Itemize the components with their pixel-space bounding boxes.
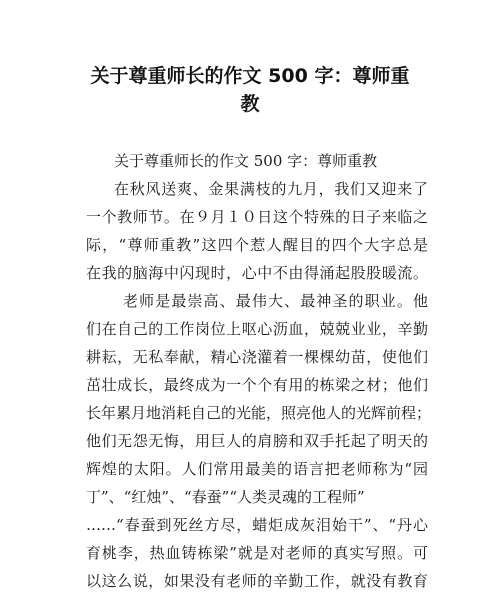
- paragraph-line: 们在自己的工作岗位上呕心沥血，兢兢业业，辛勤: [86, 320, 428, 338]
- paragraph-line: 在我的脑海中闪现时，心中不由得涌起股股暖流。: [86, 264, 428, 282]
- subtitle-line: 关于尊重师长的作文 500 字：尊师重教: [114, 152, 378, 170]
- paragraph-line: 耕耘，无私奉献，精心浇灌着一棵棵幼苗，使他们: [86, 348, 428, 366]
- paragraph-line: 际，“尊师重教”这四个惹人醒目的四个大字总是: [86, 236, 428, 254]
- document-title: [60, 62, 440, 118]
- paragraph-line: 辉煌的太阳。人们常用最美的语言把老师称为“园: [86, 460, 428, 478]
- paragraph-line: 他们无怨无悔，用巨人的肩膀和双手托起了明天的: [86, 432, 428, 450]
- document-body: [86, 147, 432, 595]
- paragraph-line: 茁壮成长，最终成为一个个有用的栋梁之材；他们: [86, 376, 428, 394]
- paragraph-line: 以这么说，如果没有老师的辛勤工作，就没有教育: [86, 572, 428, 590]
- title-line: 关于尊重师长的作文 500 字：尊师重: [90, 65, 410, 87]
- paragraph-line: 老师是最崇高、最伟大、最神圣的职业。他: [123, 292, 428, 310]
- paragraph-line: 在秋风送爽、金果满枝的九月，我们又迎来了: [114, 180, 428, 198]
- paragraph-line: 育桃李，热血铸栋梁”就是对老师的真实写照。可: [86, 544, 428, 562]
- paragraph-line: ……“春蚕到死丝方尽，蜡炬成灰泪始干”、“丹心: [86, 516, 428, 534]
- paragraph-line: 长年累月地消耗自己的光能，照亮他人的光辉前程；: [86, 404, 432, 422]
- paragraph-line: 丁”、“红烛”、“春蚕”“人类灵魂的工程师”: [86, 488, 365, 506]
- paragraph-line: 一个教师节。在９月１０日这个特殊的日子来临之: [86, 208, 428, 226]
- title-line: 教: [240, 93, 260, 115]
